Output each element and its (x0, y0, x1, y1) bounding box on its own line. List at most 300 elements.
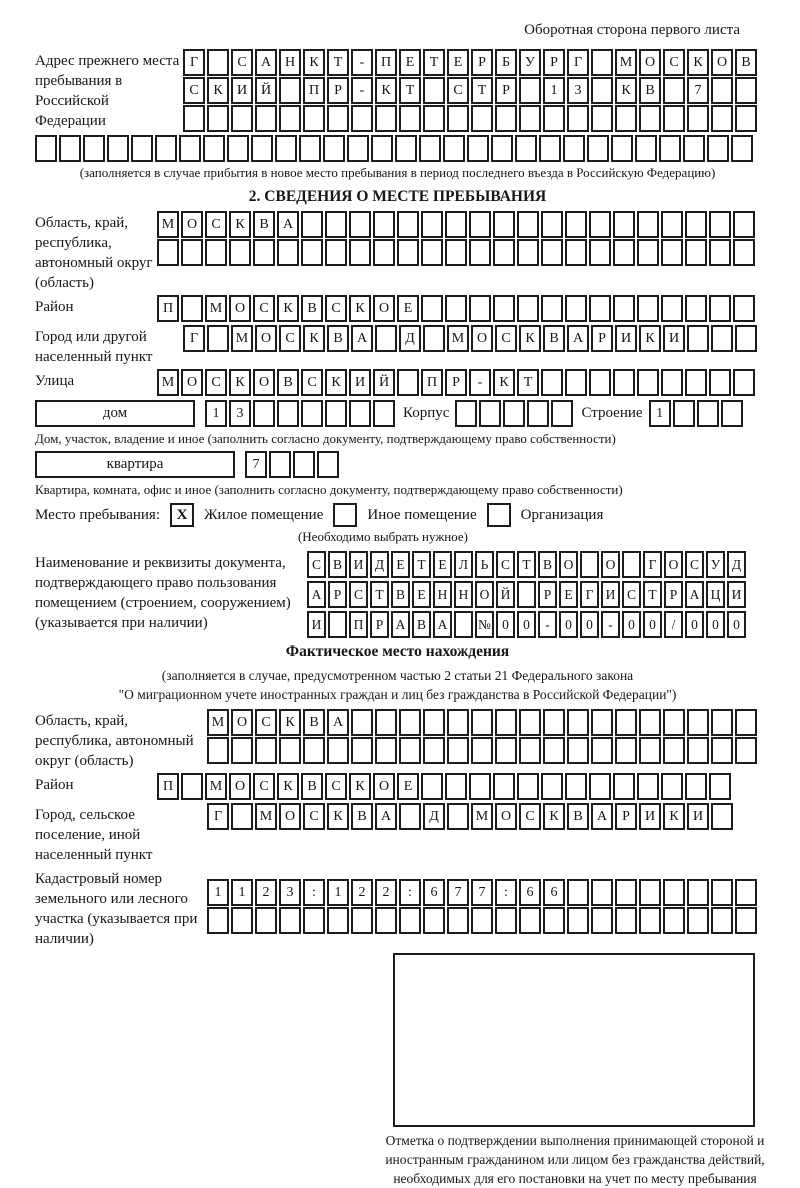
char-cell[interactable]: А (307, 581, 326, 608)
char-cell[interactable] (495, 737, 517, 764)
char-cell[interactable] (493, 211, 515, 238)
char-cell[interactable] (469, 773, 491, 800)
char-cell[interactable] (179, 135, 201, 162)
char-cell[interactable]: А (433, 611, 452, 638)
char-cell[interactable]: В (639, 77, 661, 104)
char-cell[interactable]: 0 (496, 611, 515, 638)
char-cell[interactable] (395, 135, 417, 162)
char-cell[interactable] (687, 105, 709, 132)
char-cell[interactable] (351, 737, 373, 764)
char-cell[interactable]: 6 (543, 879, 565, 906)
char-cell[interactable]: С (253, 773, 275, 800)
char-cell[interactable] (591, 77, 613, 104)
char-cell[interactable] (443, 135, 465, 162)
char-cell[interactable] (325, 239, 347, 266)
char-cell[interactable]: И (349, 369, 371, 396)
char-cell[interactable] (327, 737, 349, 764)
char-cell[interactable] (517, 581, 536, 608)
char-cell[interactable] (637, 295, 659, 322)
char-cell[interactable] (711, 105, 733, 132)
char-cell[interactable]: Т (517, 551, 536, 578)
char-cell[interactable]: 1 (543, 77, 565, 104)
char-cell[interactable] (351, 105, 373, 132)
char-cell[interactable]: А (685, 581, 704, 608)
char-cell[interactable] (567, 879, 589, 906)
char-cell[interactable] (131, 135, 153, 162)
char-cell[interactable] (447, 803, 469, 830)
char-cell[interactable]: С (325, 773, 347, 800)
char-cell[interactable]: О (231, 709, 253, 736)
char-cell[interactable] (697, 400, 719, 427)
char-cell[interactable] (639, 105, 661, 132)
char-cell[interactable]: 2 (255, 879, 277, 906)
char-cell[interactable] (423, 325, 445, 352)
char-cell[interactable]: К (663, 803, 685, 830)
char-cell[interactable] (375, 709, 397, 736)
char-cell[interactable] (253, 400, 275, 427)
char-cell[interactable]: Д (727, 551, 746, 578)
char-cell[interactable] (255, 737, 277, 764)
char-cell[interactable]: Д (370, 551, 389, 578)
char-cell[interactable] (659, 135, 681, 162)
char-cell[interactable]: С (183, 77, 205, 104)
char-cell[interactable]: К (229, 369, 251, 396)
char-cell[interactable]: И (601, 581, 620, 608)
char-cell[interactable] (325, 211, 347, 238)
char-cell[interactable] (269, 451, 291, 478)
char-cell[interactable]: С (519, 803, 541, 830)
char-cell[interactable] (541, 369, 563, 396)
char-cell[interactable] (565, 211, 587, 238)
char-cell[interactable]: О (664, 551, 683, 578)
char-cell[interactable] (519, 77, 541, 104)
char-cell[interactable]: 0 (580, 611, 599, 638)
char-cell[interactable]: С (205, 211, 227, 238)
char-cell[interactable] (279, 737, 301, 764)
char-cell[interactable]: О (471, 325, 493, 352)
char-cell[interactable] (711, 77, 733, 104)
char-cell[interactable] (303, 737, 325, 764)
char-cell[interactable] (207, 49, 229, 76)
char-cell[interactable]: О (253, 369, 275, 396)
char-cell[interactable]: М (205, 773, 227, 800)
char-cell[interactable] (615, 907, 637, 934)
char-cell[interactable] (711, 803, 733, 830)
char-cell[interactable]: С (303, 803, 325, 830)
char-cell[interactable]: О (711, 49, 733, 76)
char-cell[interactable]: К (277, 773, 299, 800)
char-cell[interactable]: 3 (279, 879, 301, 906)
char-cell[interactable]: И (687, 803, 709, 830)
char-cell[interactable] (613, 773, 635, 800)
char-cell[interactable] (565, 239, 587, 266)
char-cell[interactable] (469, 295, 491, 322)
char-cell[interactable] (637, 239, 659, 266)
char-cell[interactable] (493, 239, 515, 266)
char-cell[interactable] (327, 907, 349, 934)
char-cell[interactable]: Р (664, 581, 683, 608)
char-cell[interactable] (663, 709, 685, 736)
char-cell[interactable]: И (663, 325, 685, 352)
char-cell[interactable] (580, 551, 599, 578)
char-cell[interactable]: О (181, 211, 203, 238)
char-cell[interactable] (375, 907, 397, 934)
char-cell[interactable] (733, 369, 755, 396)
char-cell[interactable] (279, 907, 301, 934)
char-cell[interactable] (615, 709, 637, 736)
char-cell[interactable] (447, 737, 469, 764)
char-cell[interactable] (207, 907, 229, 934)
char-cell[interactable]: С (325, 295, 347, 322)
char-cell[interactable] (685, 295, 707, 322)
char-cell[interactable]: Р (591, 325, 613, 352)
char-cell[interactable]: О (255, 325, 277, 352)
char-cell[interactable] (293, 451, 315, 478)
char-cell[interactable] (663, 879, 685, 906)
char-cell[interactable] (543, 907, 565, 934)
char-cell[interactable] (565, 369, 587, 396)
char-cell[interactable] (687, 709, 709, 736)
char-cell[interactable] (735, 737, 757, 764)
char-cell[interactable]: С (205, 369, 227, 396)
char-cell[interactable] (503, 400, 525, 427)
char-cell[interactable] (517, 211, 539, 238)
char-cell[interactable] (735, 77, 757, 104)
char-cell[interactable] (565, 295, 587, 322)
char-cell[interactable] (709, 773, 731, 800)
char-cell[interactable] (613, 211, 635, 238)
confirmation-stamp-area[interactable] (393, 953, 755, 1127)
char-cell[interactable] (733, 211, 755, 238)
char-cell[interactable] (685, 211, 707, 238)
char-cell[interactable] (181, 295, 203, 322)
char-cell[interactable]: С (253, 295, 275, 322)
char-cell[interactable] (591, 879, 613, 906)
char-cell[interactable] (635, 135, 657, 162)
char-cell[interactable] (455, 400, 477, 427)
char-cell[interactable] (721, 400, 743, 427)
char-cell[interactable]: И (639, 803, 661, 830)
char-cell[interactable] (709, 369, 731, 396)
checkbox-residential[interactable]: X (170, 503, 194, 527)
char-cell[interactable] (683, 135, 705, 162)
char-cell[interactable] (587, 135, 609, 162)
char-cell[interactable] (661, 369, 683, 396)
char-cell[interactable] (471, 907, 493, 934)
char-cell[interactable]: Н (454, 581, 473, 608)
char-cell[interactable]: - (601, 611, 620, 638)
char-cell[interactable]: Й (496, 581, 515, 608)
char-cell[interactable] (277, 400, 299, 427)
char-cell[interactable]: 7 (687, 77, 709, 104)
char-cell[interactable]: Р (543, 49, 565, 76)
char-cell[interactable]: К (639, 325, 661, 352)
char-cell[interactable] (397, 211, 419, 238)
char-cell[interactable]: О (373, 773, 395, 800)
char-cell[interactable] (275, 135, 297, 162)
char-cell[interactable] (227, 135, 249, 162)
char-cell[interactable]: Д (423, 803, 445, 830)
char-cell[interactable] (517, 295, 539, 322)
char-cell[interactable] (541, 211, 563, 238)
char-cell[interactable]: А (255, 49, 277, 76)
char-cell[interactable]: А (391, 611, 410, 638)
char-cell[interactable] (711, 325, 733, 352)
char-cell[interactable]: М (615, 49, 637, 76)
char-cell[interactable]: В (735, 49, 757, 76)
char-cell[interactable]: / (664, 611, 683, 638)
char-cell[interactable] (615, 879, 637, 906)
char-cell[interactable] (517, 239, 539, 266)
char-cell[interactable] (317, 451, 339, 478)
char-cell[interactable] (419, 135, 441, 162)
char-cell[interactable] (327, 105, 349, 132)
char-cell[interactable] (541, 295, 563, 322)
char-cell[interactable] (565, 773, 587, 800)
char-cell[interactable]: Р (327, 77, 349, 104)
char-cell[interactable]: К (349, 773, 371, 800)
char-cell[interactable]: Е (447, 49, 469, 76)
house-type-box[interactable]: дом (35, 400, 195, 427)
char-cell[interactable] (527, 400, 549, 427)
char-cell[interactable] (519, 709, 541, 736)
char-cell[interactable] (707, 135, 729, 162)
char-cell[interactable] (205, 239, 227, 266)
char-cell[interactable] (399, 907, 421, 934)
char-cell[interactable] (735, 105, 757, 132)
char-cell[interactable] (471, 105, 493, 132)
char-cell[interactable]: В (351, 803, 373, 830)
char-cell[interactable]: 3 (567, 77, 589, 104)
char-cell[interactable]: 0 (622, 611, 641, 638)
char-cell[interactable]: М (157, 369, 179, 396)
char-cell[interactable]: Е (559, 581, 578, 608)
char-cell[interactable] (207, 737, 229, 764)
char-cell[interactable] (399, 709, 421, 736)
char-cell[interactable]: - (538, 611, 557, 638)
char-cell[interactable] (709, 295, 731, 322)
char-cell[interactable] (59, 135, 81, 162)
char-cell[interactable] (301, 211, 323, 238)
char-cell[interactable] (731, 135, 753, 162)
char-cell[interactable] (421, 773, 443, 800)
char-cell[interactable] (351, 709, 373, 736)
char-cell[interactable]: Г (643, 551, 662, 578)
char-cell[interactable]: 0 (517, 611, 536, 638)
char-cell[interactable] (349, 400, 371, 427)
char-cell[interactable]: 0 (706, 611, 725, 638)
char-cell[interactable] (203, 135, 225, 162)
char-cell[interactable] (687, 737, 709, 764)
char-cell[interactable] (35, 135, 57, 162)
char-cell[interactable]: Т (423, 49, 445, 76)
char-cell[interactable] (181, 773, 203, 800)
char-cell[interactable]: И (349, 551, 368, 578)
char-cell[interactable] (567, 105, 589, 132)
char-cell[interactable]: Г (567, 49, 589, 76)
char-cell[interactable] (471, 709, 493, 736)
char-cell[interactable]: С (663, 49, 685, 76)
char-cell[interactable] (397, 239, 419, 266)
char-cell[interactable]: О (639, 49, 661, 76)
char-cell[interactable] (589, 211, 611, 238)
char-cell[interactable] (543, 105, 565, 132)
char-cell[interactable] (371, 135, 393, 162)
char-cell[interactable]: Р (471, 49, 493, 76)
char-cell[interactable]: Р (495, 77, 517, 104)
char-cell[interactable] (637, 369, 659, 396)
char-cell[interactable]: 2 (375, 879, 397, 906)
char-cell[interactable] (541, 773, 563, 800)
char-cell[interactable]: 6 (519, 879, 541, 906)
char-cell[interactable] (639, 907, 661, 934)
char-cell[interactable]: В (277, 369, 299, 396)
char-cell[interactable] (685, 239, 707, 266)
char-cell[interactable]: 1 (327, 879, 349, 906)
char-cell[interactable]: 1 (231, 879, 253, 906)
char-cell[interactable] (622, 551, 641, 578)
char-cell[interactable] (375, 325, 397, 352)
char-cell[interactable]: 2 (351, 879, 373, 906)
char-cell[interactable]: К (303, 49, 325, 76)
char-cell[interactable]: С (685, 551, 704, 578)
char-cell[interactable]: С (231, 49, 253, 76)
char-cell[interactable] (735, 709, 757, 736)
char-cell[interactable] (687, 879, 709, 906)
char-cell[interactable] (349, 211, 371, 238)
char-cell[interactable] (399, 803, 421, 830)
char-cell[interactable] (423, 77, 445, 104)
char-cell[interactable]: О (229, 295, 251, 322)
char-cell[interactable]: Т (370, 581, 389, 608)
char-cell[interactable]: К (207, 77, 229, 104)
char-cell[interactable] (735, 879, 757, 906)
char-cell[interactable] (301, 239, 323, 266)
char-cell[interactable]: К (493, 369, 515, 396)
char-cell[interactable] (663, 737, 685, 764)
char-cell[interactable] (685, 369, 707, 396)
char-cell[interactable]: К (325, 369, 347, 396)
char-cell[interactable]: С (447, 77, 469, 104)
char-cell[interactable] (515, 135, 537, 162)
char-cell[interactable]: 0 (685, 611, 704, 638)
char-cell[interactable]: Г (183, 49, 205, 76)
char-cell[interactable] (663, 77, 685, 104)
char-cell[interactable]: - (351, 77, 373, 104)
char-cell[interactable]: С (255, 709, 277, 736)
char-cell[interactable]: Р (615, 803, 637, 830)
char-cell[interactable]: Р (370, 611, 389, 638)
char-cell[interactable] (421, 239, 443, 266)
char-cell[interactable]: У (706, 551, 725, 578)
char-cell[interactable] (373, 211, 395, 238)
char-cell[interactable]: К (615, 77, 637, 104)
char-cell[interactable] (447, 105, 469, 132)
char-cell[interactable]: Ь (475, 551, 494, 578)
char-cell[interactable] (471, 737, 493, 764)
char-cell[interactable] (277, 239, 299, 266)
char-cell[interactable]: Е (391, 551, 410, 578)
char-cell[interactable] (495, 907, 517, 934)
char-cell[interactable] (491, 135, 513, 162)
char-cell[interactable]: В (301, 295, 323, 322)
char-cell[interactable]: М (205, 295, 227, 322)
char-cell[interactable] (591, 737, 613, 764)
char-cell[interactable]: Г (183, 325, 205, 352)
char-cell[interactable]: О (601, 551, 620, 578)
char-cell[interactable] (328, 611, 347, 638)
char-cell[interactable]: К (229, 211, 251, 238)
char-cell[interactable]: В (303, 709, 325, 736)
char-cell[interactable] (351, 907, 373, 934)
char-cell[interactable] (157, 239, 179, 266)
char-cell[interactable] (709, 211, 731, 238)
char-cell[interactable] (493, 773, 515, 800)
char-cell[interactable]: О (475, 581, 494, 608)
checkbox-organization[interactable] (487, 503, 511, 527)
char-cell[interactable]: К (349, 295, 371, 322)
char-cell[interactable] (423, 709, 445, 736)
char-cell[interactable]: В (328, 551, 347, 578)
char-cell[interactable]: Е (397, 295, 419, 322)
char-cell[interactable]: К (519, 325, 541, 352)
char-cell[interactable] (251, 135, 273, 162)
char-cell[interactable] (469, 239, 491, 266)
char-cell[interactable] (663, 105, 685, 132)
char-cell[interactable] (611, 135, 633, 162)
char-cell[interactable] (613, 239, 635, 266)
char-cell[interactable] (255, 105, 277, 132)
char-cell[interactable]: Ц (706, 581, 725, 608)
char-cell[interactable] (637, 773, 659, 800)
char-cell[interactable] (423, 907, 445, 934)
char-cell[interactable] (685, 773, 707, 800)
char-cell[interactable]: А (375, 803, 397, 830)
char-cell[interactable] (445, 773, 467, 800)
char-cell[interactable] (397, 369, 419, 396)
char-cell[interactable] (615, 105, 637, 132)
char-cell[interactable]: Е (433, 551, 452, 578)
char-cell[interactable] (447, 709, 469, 736)
char-cell[interactable] (303, 907, 325, 934)
char-cell[interactable]: 6 (423, 879, 445, 906)
char-cell[interactable]: С (496, 551, 515, 578)
char-cell[interactable]: 1 (207, 879, 229, 906)
char-cell[interactable]: Т (471, 77, 493, 104)
char-cell[interactable] (639, 709, 661, 736)
char-cell[interactable] (733, 295, 755, 322)
char-cell[interactable] (567, 907, 589, 934)
char-cell[interactable] (673, 400, 695, 427)
char-cell[interactable] (421, 211, 443, 238)
char-cell[interactable] (467, 135, 489, 162)
char-cell[interactable] (495, 105, 517, 132)
char-cell[interactable] (589, 295, 611, 322)
char-cell[interactable]: С (495, 325, 517, 352)
char-cell[interactable]: О (559, 551, 578, 578)
char-cell[interactable]: М (207, 709, 229, 736)
char-cell[interactable] (519, 737, 541, 764)
char-cell[interactable]: Д (399, 325, 421, 352)
char-cell[interactable]: Й (373, 369, 395, 396)
char-cell[interactable] (445, 295, 467, 322)
char-cell[interactable] (301, 400, 323, 427)
char-cell[interactable]: В (391, 581, 410, 608)
char-cell[interactable] (541, 239, 563, 266)
char-cell[interactable]: М (231, 325, 253, 352)
char-cell[interactable] (639, 737, 661, 764)
char-cell[interactable] (711, 737, 733, 764)
